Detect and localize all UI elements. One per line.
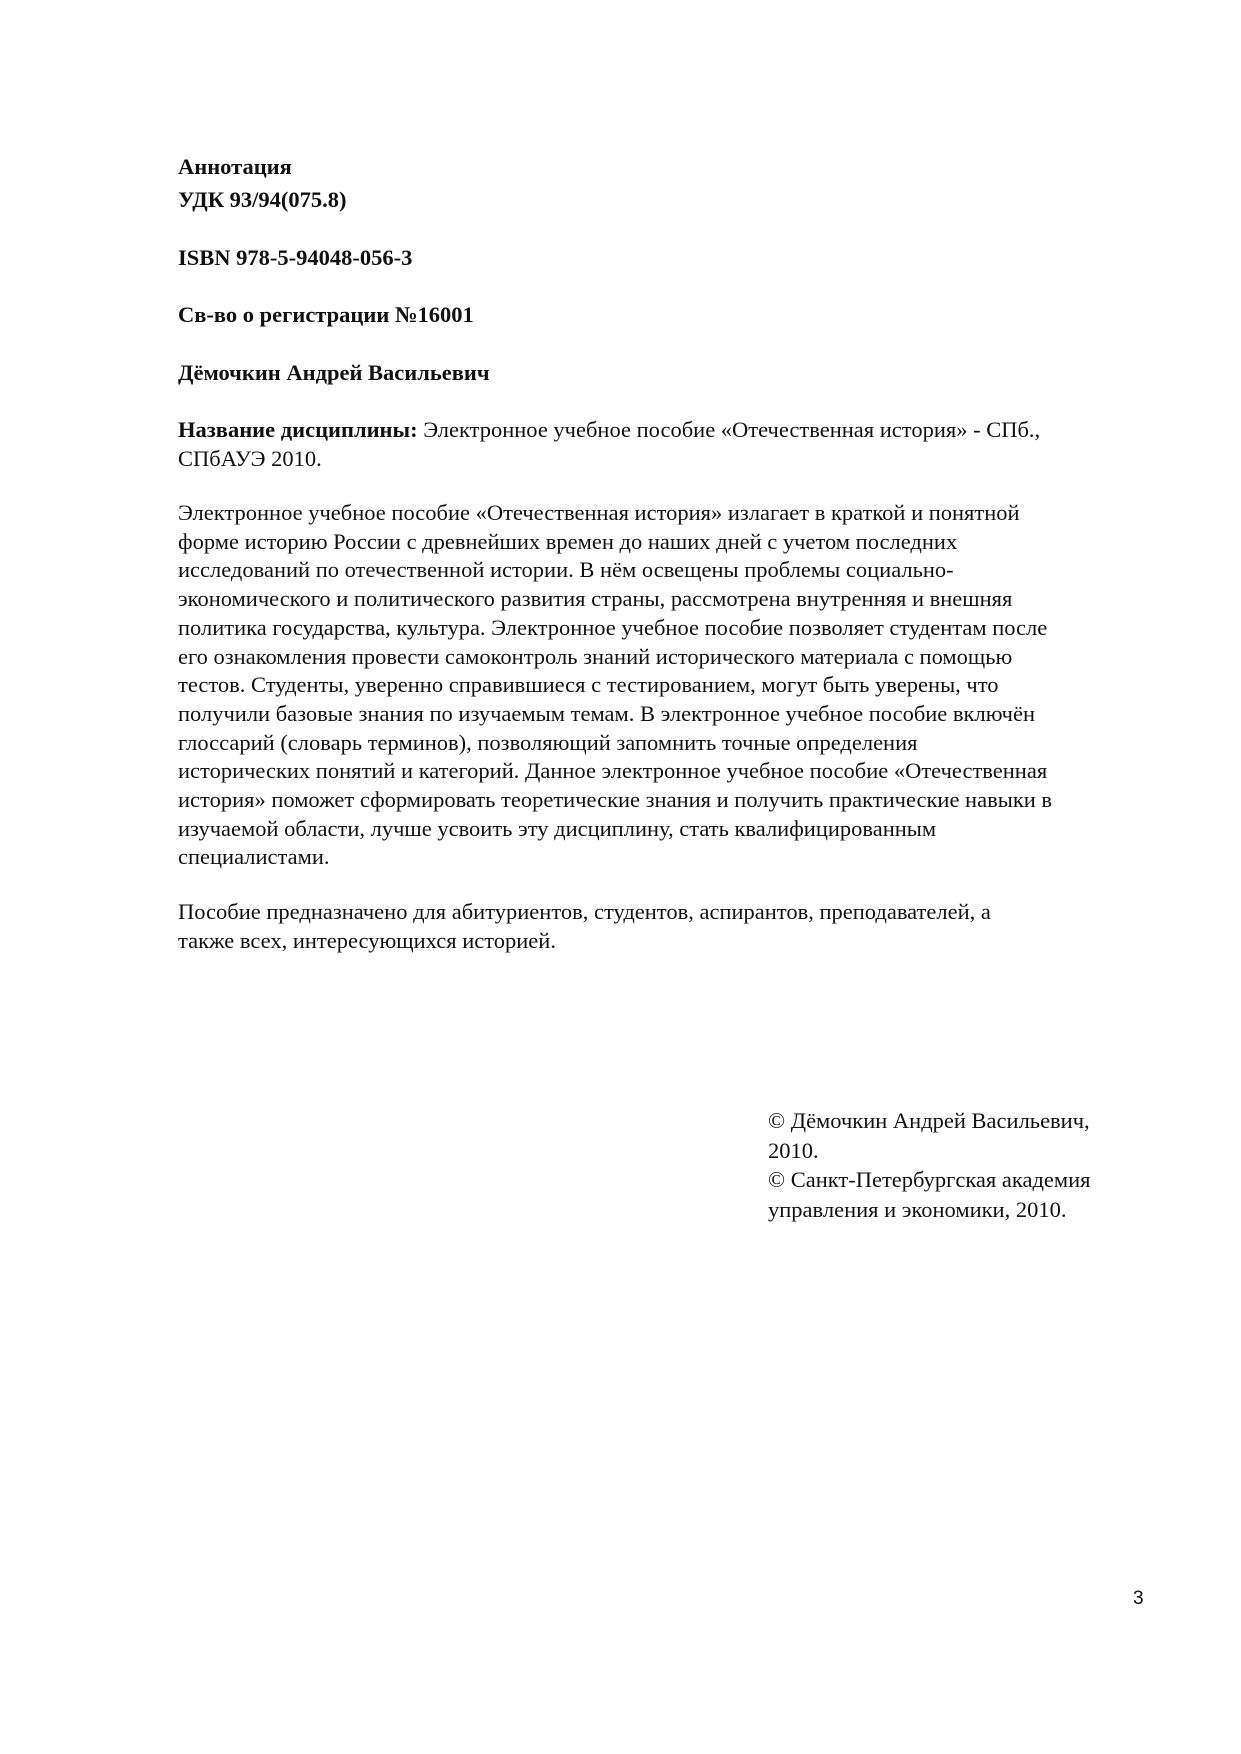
description-line: экономического и политического развития страны, рассмотрена внутренняя и внешняя [178, 586, 1013, 612]
annotation-heading: Аннотация [178, 154, 292, 179]
audience-line: также всех, интересующихся историей. [178, 927, 556, 953]
isbn-code: ISBN 978-5-94048-056-3 [178, 245, 413, 270]
description-line: история» поможет сформировать теоретические знания и получить практические навыки в [178, 787, 1053, 813]
audience-line: Пособие предназначено для абитуриентов, студентов, аспирантов, преподавателей, а [178, 899, 991, 924]
description-line: получили базовые знания по изучаемым темам. В электронное учебное пособие включён [178, 700, 1035, 726]
discipline-line-2: СПбАУЭ 2010. [178, 446, 322, 471]
discipline-line-1 [178, 415, 1040, 444]
description-line: тестов. Студенты, уверенно справившиеся с тестированием, могут быть уверены, что [178, 672, 999, 698]
registration-number: Св-во о регистрации №16001 [178, 302, 474, 327]
description-paragraph [178, 499, 1168, 872]
copyright-line: © Дёмочкин Андрей Васильевич, [768, 1108, 1090, 1133]
copyright-line: управления и экономики, 2010. [768, 1196, 1067, 1222]
description-line: его ознакомления провести самоконтроль знаний исторического материала с помощью [178, 643, 1013, 669]
audience-paragraph [178, 898, 1168, 955]
description-line: форме историю России с древнейших времен до наших дней с учетом последних [178, 528, 958, 554]
udk-code: УДК 93/94(075.8) [178, 187, 347, 212]
description-line: Электронное учебное пособие «Отечественная история» излагает в краткой и понятной [178, 500, 1020, 525]
description-line: политика государства, культура. Электронное учебное пособие позволяет студентам после [178, 614, 1048, 640]
description-line: изучаемой области, лучше усвоить эту дисциплину, стать квалифицированным [178, 815, 937, 841]
author-name: Дёмочкин Андрей Васильевич [178, 360, 490, 385]
page-number: 3 [1133, 1588, 1144, 1609]
description-line: исследований по отечественной истории. В нём освещены проблемы социально- [178, 557, 954, 583]
description-line: специалистами. [178, 844, 330, 870]
copyright-line: © Санкт-Петербургская академия [768, 1167, 1091, 1192]
copyright-block [768, 1106, 1091, 1224]
description-line: глоссарий (словарь терминов), позволяющий запомнить точные определения [178, 729, 918, 755]
copyright-line: 2010. [768, 1137, 819, 1163]
discipline-label: Название дисциплины: [178, 417, 418, 442]
discipline-value: Электронное учебное пособие «Отечественная история» - СПб., [417, 417, 1041, 442]
description-line: исторических понятий и категорий. Данное электронное учебное пособие «Отечественная [178, 758, 1048, 784]
